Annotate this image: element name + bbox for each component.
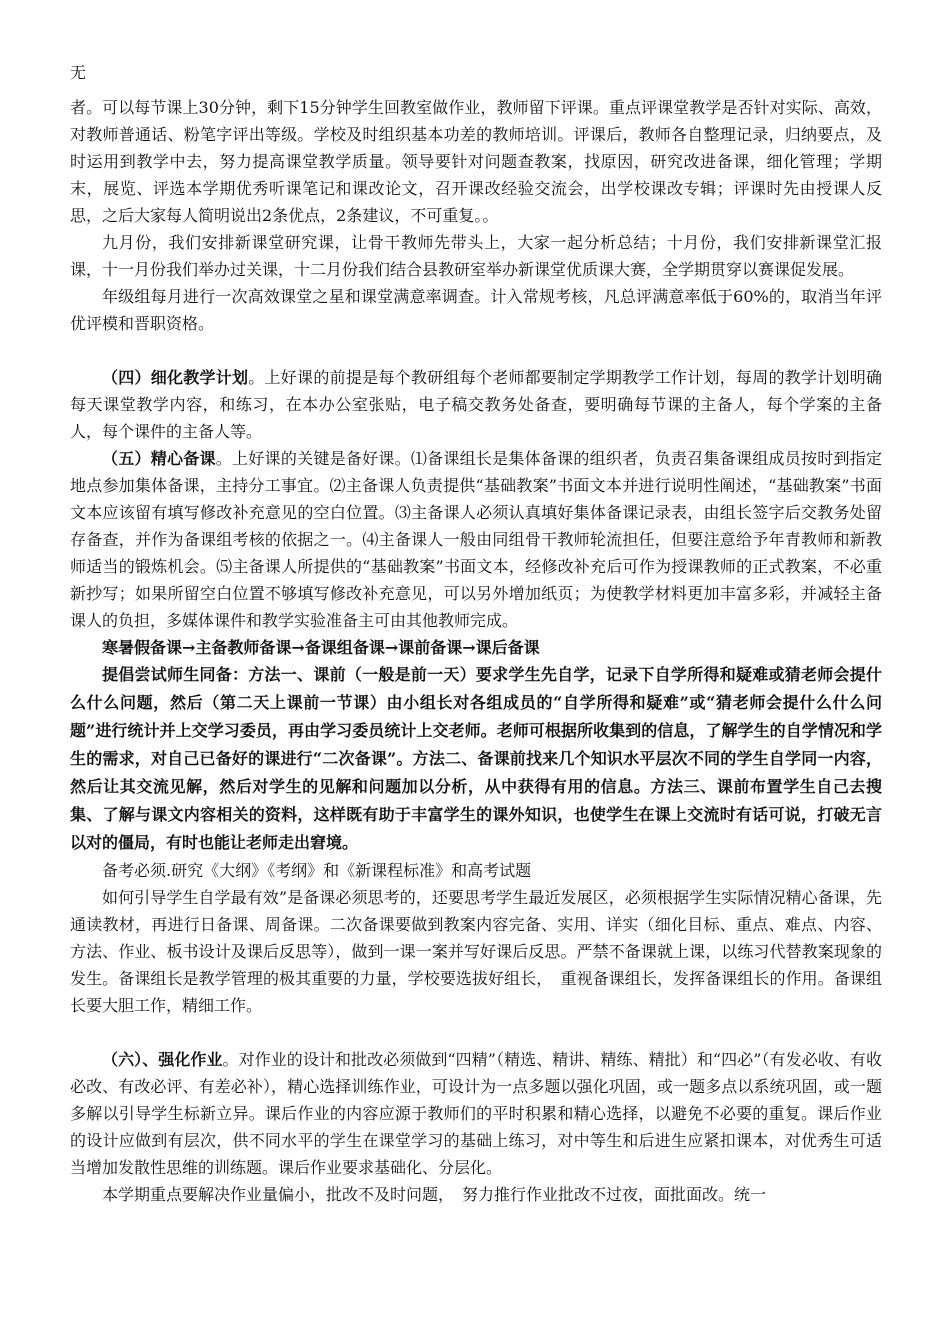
self-study-guidance: 如何引导学生自学最有效”是备课必须思考的，还要思考学生最近发展区，必须根据学生实际情况精心备课，先通读教材，再进行日备课、周备课。二次备课要做到教案内容完备、实用、详实（细化目标、重点、难点、内容、方法、作业、板书设计及课后反思等），做到一课一案并写好课后反思。严禁不备课就上课，以练习代替教案现象的发生。备课组长是教学管理的极其重要的力量，学校要选拔好组长， 重视备课组长，发挥备课组长的作用。备课组长要大胆工作，精细工作。 <box>70 888 882 1015</box>
paragraph-survey: 年级组每月进行一次高效课堂之星和课堂满意率调查。计入常规考核，凡总评满意率低于60%的，取消当年评优评模和晋职资格。 <box>70 287 882 333</box>
section-four-heading: （四）细化教学计划 <box>102 368 249 387</box>
section-six-heading: （六）、强化作业 <box>102 1050 223 1069</box>
section-six <box>70 1046 882 1181</box>
page-header: 无 <box>70 63 87 82</box>
spacer <box>70 1019 882 1046</box>
section-five <box>70 445 882 634</box>
paragraph-monthly-plan: 九月份，我们安排新课堂研究课，让骨干教师先带头上，大家一起分析总结；十月份，我们安排新课堂汇报课，十一月份我们举办过关课，十二月份我们结合县教研室举办新课堂优质课大赛，全学期贯穿以赛课促发展。 <box>70 233 882 279</box>
paragraph-evaluation: 者。可以每节课上30分钟，剩下15分钟学生回教室做作业，教师留下评课。重点评课堂教学是否针对实际、高效，对教师普通话、粉笔字评出等级。学校及时组织基本功差的教师培训。评课后，教师各自整理记录，归纳要点，及时运用到教学中去，努力提高课堂教学质量。领导要针对问题查教案，找原因，研究改进备课，细化管理；学期末，展览、评选本学期优秀听课笔记和课改论文，召开课改经验交流会，出学校课改专辑；评课时先由授课人反思，之后大家每人简明说出2条优点，2条建议，不可重复。。 <box>70 98 882 225</box>
co-preparation-methods: 提倡尝试师生同备：方法一、课前（一般是前一天）要求学生先自学，记录下自学所得和疑难或猜老师会提什么什么问题，然后（第二天上课前一节课）由小组长对各组成员的“自学所得和疑难”或“猜老师会提什么什么问题”进行统计并上交学习委员，再由学习委员统计上交老师。老师可根据所收集到的信息，了解学生的自学情况和学生的需求，对自己已备好的课进行“二次备课”。方法二、备课前找来几个知识水平层次不同的学生自学同一内容，然后让其交流见解，然后对学生的见解和问题加以分析，从中获得有用的信息。方法三、课前布置学生自己去搜集、了解与课文内容相关的资料，这样既有助于丰富学生的课外知识，也使学生在课上交流时有话可说，打破无言以对的僵局，有时也能让老师走出窘境。 <box>70 665 882 852</box>
exam-preparation-note: 备考必须.研究《大纲》《考纲》和《新课程标准》和高考试题 <box>102 861 532 880</box>
section-five-heading: （五）精心备课 <box>102 449 216 468</box>
section-four <box>70 364 882 445</box>
preparation-flow: 寒暑假备课→主备教师备课→备课组备课→课前备课→课后备课 <box>102 638 540 657</box>
document-page <box>70 62 882 1208</box>
spacer <box>70 337 882 364</box>
section-five-body: 。上好课的关键是备好课。⑴备课组长是集体备课的组织者，负责召集备课组成员按时到指定地点参加集体备课，主持分工事宜。⑵主备课人负责提供“基础教案”书面文本并进行说明性阐述，“基础教案”书面文本应该留有填写修改补充意见的空白位置。⑶主备课人必须认真填好集体备课记录表，由组长签字后交教务处留存备查，并作为备课组考核的依据之一。⑷主备课人一般由同组骨干教师轮流担任，但要注意给予年青教师和新教师适当的锻炼机会。⑸主备课人所提供的“基础教案”书面文本，经修改补充后可作为授课教师的正式教案，不必重新抄写；如果所留空白位置不够填写修改补充意见，可以另外增加纸页；为使教学材料更加丰富多彩，并减轻主备课人的负担，多媒体课件和教学实验准备主可由其他教师完成。 <box>70 449 882 630</box>
homework-goal: 本学期重点要解决作业量偏小，批改不及时问题， 努力推行作业批改不过夜，面批面改。统一 <box>102 1185 767 1204</box>
section-four-body: 。上好课的前提是每个教研组每个老师都要制定学期教学工作计划，每周的教学计划明确每天课堂教学内容，和练习，在本办公室张贴，电子稿交教务处备查，要明确每节课的主备人，每个学案的主备人，每个课件的主备人等。 <box>70 368 882 441</box>
section-six-body: 。对作业的设计和批改必须做到“四精”（精选、精讲、精练、精批）和“四必”（有发必收、有收必改、有改必评、有差必补），精心选择训练作业，可设计为一点多题以强化巩固，或一题多点以系统巩固，或一题多解以引导学生标新立异。课后作业的内容应源于教师们的平时积累和精心选择，以避免不必要的重复。课后作业的设计应做到有层次，供不同水平的学生在课堂学习的基础上练习，对中等生和后进生应紧扣课本，对优秀生可适当增加发散性思维的训练题。课后作业要求基础化、分层化。 <box>70 1050 882 1177</box>
